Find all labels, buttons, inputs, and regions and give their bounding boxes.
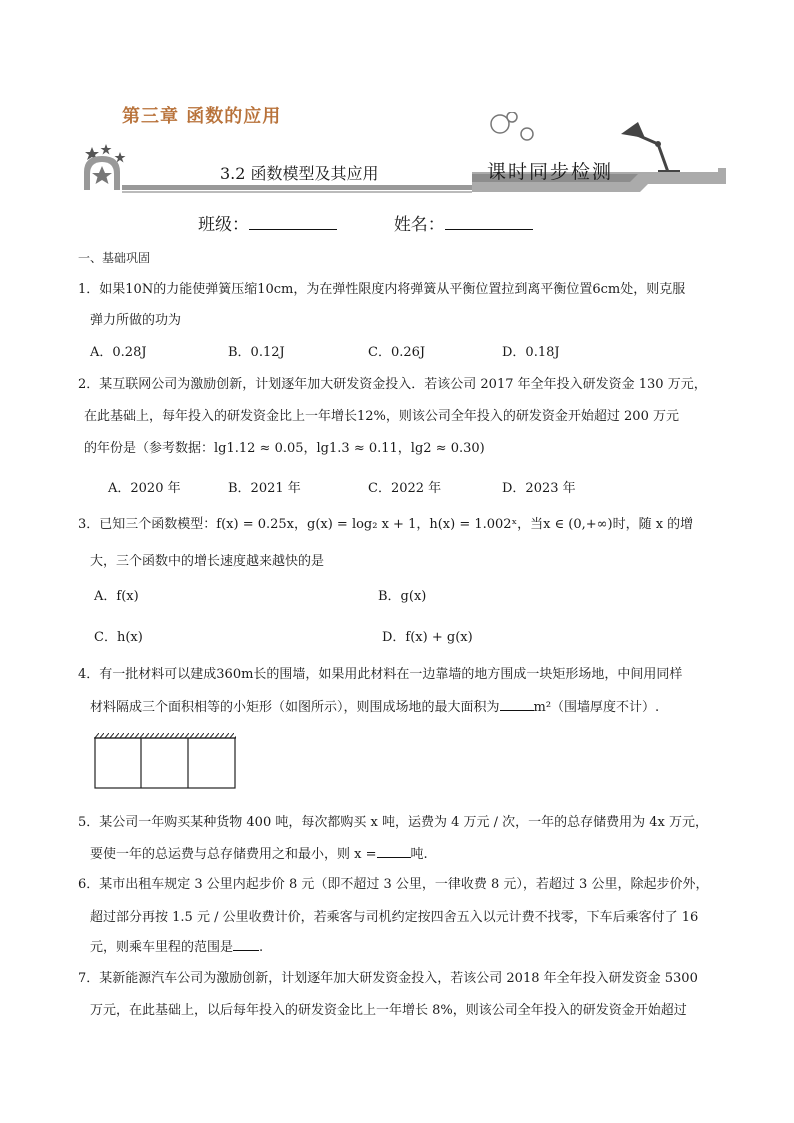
q2-option-d: D．2023 年	[502, 481, 576, 496]
q3-option-d: D．f(x) + g(x)	[382, 630, 473, 645]
q6-line2: 超过部分再按 1.5 元 / 公里收费计价，若乘客与司机约定按四舍五入以元计费不找零，下车后乘客付了 16	[90, 910, 699, 925]
q4-line2-text: 材料隔成三个面积相等的小矩形（如图所示），则围成场地的最大面积为	[90, 700, 500, 715]
q1-option-b: B．0.12J	[228, 345, 285, 360]
student-info	[198, 210, 533, 235]
q5-line2-tail: 吨.	[410, 847, 428, 862]
section-heading: 一、基础巩固	[78, 251, 151, 265]
q2-line3: 的年份是（参考数据：lg1.12 ≈ 0.05，lg1.3 ≈ 0.11，lg2 ≈ 0.30)	[84, 441, 485, 456]
class-label: 班级：	[198, 215, 249, 235]
q6-line3	[90, 936, 263, 955]
q6-line3-tail: .	[259, 940, 264, 955]
q4-line2-tail: m²（围墙厚度不计）.	[533, 700, 660, 715]
q2-option-c: C．2022 年	[368, 481, 442, 496]
q3-option-a: A．f(x)	[94, 589, 139, 604]
q2-option-a: A．2020 年	[108, 481, 181, 496]
q2-line2: 在此基础上，每年投入的研发资金比上一年增长12%，则该公司全年投入的研发资金开始超过 200 万元	[84, 409, 679, 424]
q4-line2	[90, 696, 659, 715]
q2-option-b: B．2021 年	[228, 481, 301, 496]
q5-answer-blank[interactable]	[377, 845, 411, 858]
q4-answer-blank[interactable]	[500, 698, 534, 711]
q1-option-a: A．0.28J	[90, 345, 147, 360]
q5-line1: 5．某公司一年购买某种货物 400 吨，每次都购买 x 吨，运费为 4 万元 / 次，一年的总存储费用为 4x 万元，	[78, 815, 708, 830]
q1-line1: 1．如果10N的力能使弹簧压缩10cm，为在弹性限度内将弹簧从平衡位置拉到离平衡位置6cm处，则克服	[78, 282, 686, 297]
q5-line2-text: 要使一年的总运费与总存储费用之和最小，则 x =	[90, 847, 377, 862]
name-label: 姓名：	[393, 215, 445, 235]
q1-option-c: C．0.26J	[368, 345, 426, 360]
q6-line1: 6．某市出租车规定 3 公里内起步价 8 元（即不超过 3 公里，一律收费 8 元），若超过 3 公里，除起步价外，	[78, 877, 709, 892]
q1-line2: 弹力所做的功为	[90, 313, 182, 328]
q3-line1: 3．已知三个函数模型：f(x) = 0.25x，g(x) = log₂ x + 1，h(x) = 1.002ˣ，当x ∈ (0,+∞)时，随 x 的增	[78, 517, 694, 532]
class-field[interactable]	[249, 213, 337, 230]
q3-line2: 大，三个函数中的增长速度越来越快的是	[90, 554, 325, 569]
q3-option-b: B．g(x)	[378, 589, 427, 604]
q1-option-d: D．0.18J	[502, 345, 560, 360]
header-banner	[78, 112, 728, 197]
name-field[interactable]	[445, 213, 533, 230]
section-title: 3.2 函数模型及其应用	[220, 164, 379, 183]
q7-line1: 7．某新能源汽车公司为激励创新，计划逐年加大研发资金投入，若该公司 2018 年全年投入研发资金 5300	[78, 971, 698, 986]
lamp-icon	[621, 122, 680, 174]
fence-diagram	[94, 733, 236, 789]
q3-option-c: C．h(x)	[94, 630, 143, 645]
q2-line1: 2．某互联网公司为激励创新，计划逐年加大研发资金投入．若该公司 2017 年全年投入研发资金 130 万元，	[78, 377, 707, 392]
q6-line3-text: 元，则乘车里程的范围是	[90, 940, 234, 955]
q7-line2: 万元，在此基础上，以后每年投入的研发资金比上一年增长 8%，则该公司全年投入的研发资金开始超过	[90, 1003, 687, 1018]
q6-answer-blank[interactable]	[233, 938, 259, 951]
q4-line1: 4．有一批材料可以建成360m长的围墙，如果用此材料在一边靠墙的地方围成一块矩形场地，中间用同样	[78, 667, 683, 682]
banner-tag: 课时同步检测	[487, 161, 614, 183]
q5-line2	[90, 843, 428, 862]
chapter-title: 第三章 函数的应用	[122, 106, 282, 127]
